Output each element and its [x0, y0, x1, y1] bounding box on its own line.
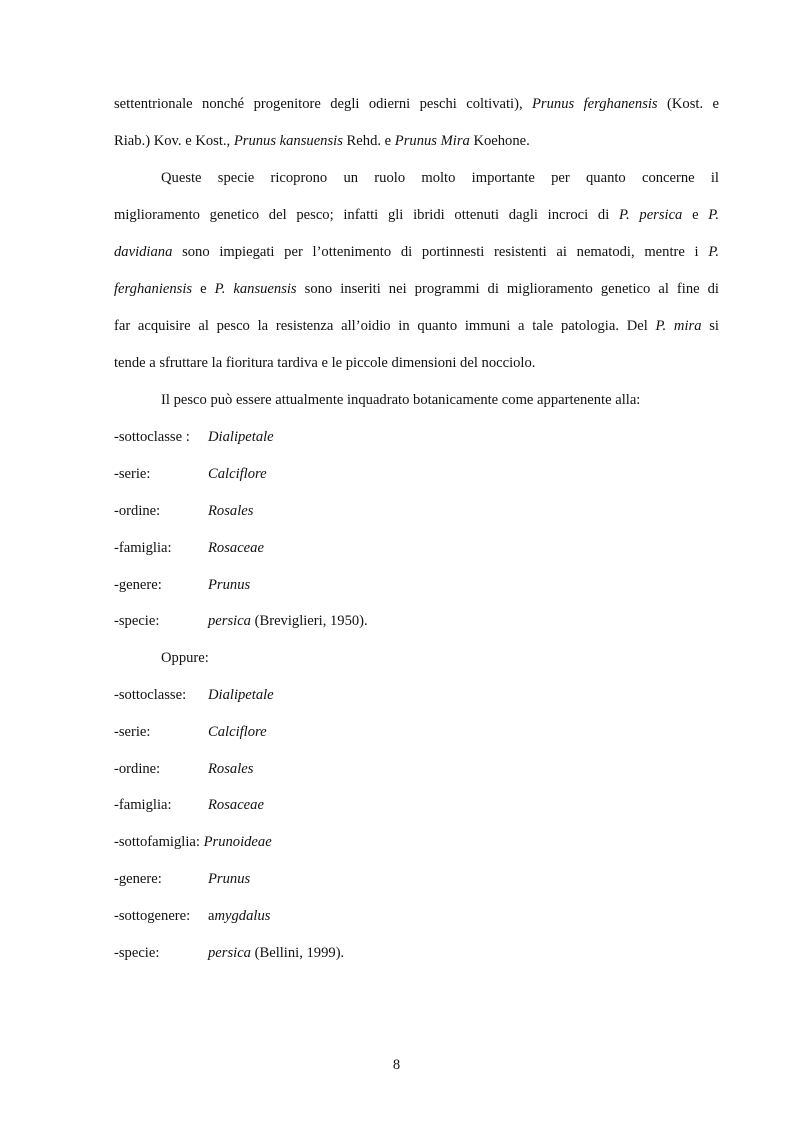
- taxonomy-2-row: [114, 832, 719, 852]
- taxonomy-label: -specie:: [114, 945, 160, 961]
- taxonomy-1-row: [114, 464, 719, 484]
- taxonomy-label: -specie:: [114, 613, 160, 629]
- page-number: 8: [392, 1057, 401, 1073]
- taxonomy-label: -famiglia:: [114, 797, 172, 813]
- taxonomy-suffix: (Bellini, 1999).: [250, 945, 345, 961]
- taxonomy-label: -genere:: [114, 577, 162, 593]
- taxonomy-value: Prunus: [208, 577, 251, 593]
- text-run: Il pesco può essere attualmente inquadrato botanicamente come appartenente alla:: [161, 392, 641, 408]
- text-run: miglioramento genetico del pesco; infatti gli ibridi ottenuti dagli incroci di: [114, 207, 619, 223]
- paragraph-2-line-3: [114, 242, 719, 262]
- text-run: Rehd. e: [342, 133, 395, 149]
- text-run: e: [192, 281, 215, 297]
- taxonomy-value: Calciflore: [208, 724, 267, 740]
- taxonomy-value: Dialipetale: [208, 429, 274, 445]
- taxonomy-value: Rosaceae: [208, 797, 264, 813]
- taxonomy-label: -serie:: [114, 724, 151, 740]
- taxonomy-2-row: [114, 869, 719, 889]
- species-name: Prunus ferghanensis: [532, 96, 658, 112]
- species-name: davidiana: [114, 244, 173, 260]
- text-run: (Kost. e: [657, 96, 719, 112]
- text-run: sono inseriti nei programmi di miglioramento genetico al fine di: [296, 281, 719, 297]
- paragraph-1-line-2: [114, 131, 719, 151]
- taxonomy-label: -ordine:: [114, 761, 161, 777]
- taxonomy-2-row: [114, 685, 719, 705]
- species-name: Prunus Mira: [394, 133, 470, 149]
- text-run: far acquisire al pesco la resistenza all’oidio in quanto immuni a tale patologia. Del: [114, 318, 656, 334]
- species-name: P.: [708, 244, 719, 260]
- taxonomy-value: Dialipetale: [208, 687, 274, 703]
- taxonomy-1-row: [114, 611, 719, 631]
- text-run: Koehone.: [469, 133, 530, 149]
- taxonomy-1-row: [114, 538, 719, 558]
- oppure-label: [161, 648, 719, 668]
- taxonomy-label: -sottoclasse :: [114, 429, 190, 445]
- document-page: [114, 0, 719, 1123]
- paragraph-2-line-6: [114, 353, 719, 373]
- taxonomy-value: persica: [208, 613, 251, 629]
- paragraph-2-line-5: [114, 316, 719, 336]
- taxonomy-label: -ordine:: [114, 503, 161, 519]
- taxonomy-2-row: [114, 906, 719, 926]
- text-run: tende a sfruttare la fioritura tardiva e le piccole dimensioni del nocciolo.: [114, 355, 536, 371]
- text-run: e: [682, 207, 709, 223]
- taxonomy-value: mygdalus: [214, 908, 271, 924]
- text-run: Queste specie ricoprono un ruolo molto importante per quanto concerne il: [161, 170, 719, 186]
- species-name: P.: [708, 207, 719, 223]
- taxonomy-label: -sottofamiglia:: [114, 834, 200, 850]
- taxonomy-2-row: [114, 722, 719, 742]
- species-name: P. mira: [655, 318, 702, 334]
- species-name: P. kansuensis: [214, 281, 297, 297]
- text-run: sono impiegati per l’ottenimento di portinnesti resistenti ai nematodi, mentre i: [172, 244, 709, 260]
- species-name: P. persica: [618, 207, 683, 223]
- paragraph-2-line-4: [114, 279, 719, 299]
- taxonomy-value: Calciflore: [208, 466, 267, 482]
- taxonomy-label: -famiglia:: [114, 540, 172, 556]
- taxonomy-value: Prunus: [208, 871, 251, 887]
- taxonomy-label: -sottogenere:: [114, 908, 191, 924]
- taxonomy-label: -serie:: [114, 466, 151, 482]
- species-name: ferghaniensis: [114, 281, 193, 297]
- taxonomy-label: -sottoclasse:: [114, 687, 187, 703]
- taxonomy-value-prefix: a: [208, 908, 215, 924]
- taxonomy-value: persica: [208, 945, 251, 961]
- species-name: Prunus kansuensis: [233, 133, 343, 149]
- taxonomy-value: Rosaceae: [208, 540, 264, 556]
- taxonomy-value: Prunoideae: [203, 834, 272, 850]
- paragraph-1-line-1: [114, 94, 719, 114]
- text-run: settentrionale nonché progenitore degli odierni peschi coltivati),: [114, 96, 532, 112]
- paragraph-3: [161, 390, 719, 410]
- taxonomy-2-row: [114, 943, 719, 963]
- paragraph-2-line-2: [114, 205, 719, 225]
- taxonomy-label: -genere:: [114, 871, 162, 887]
- taxonomy-suffix: (Breviglieri, 1950).: [250, 613, 368, 629]
- taxonomy-2-row: [114, 759, 719, 779]
- text-run: si: [701, 318, 719, 334]
- taxonomy-value: Rosales: [208, 761, 254, 777]
- taxonomy-1-row: [114, 575, 719, 595]
- taxonomy-1-row: [114, 427, 719, 447]
- paragraph-2-line-1: [161, 168, 719, 188]
- taxonomy-2-row: [114, 795, 719, 815]
- text-run: Riab.) Kov. e Kost.,: [114, 133, 234, 149]
- taxonomy-1-row: [114, 501, 719, 521]
- taxonomy-value: Rosales: [208, 503, 254, 519]
- text-run: Oppure:: [161, 650, 209, 666]
